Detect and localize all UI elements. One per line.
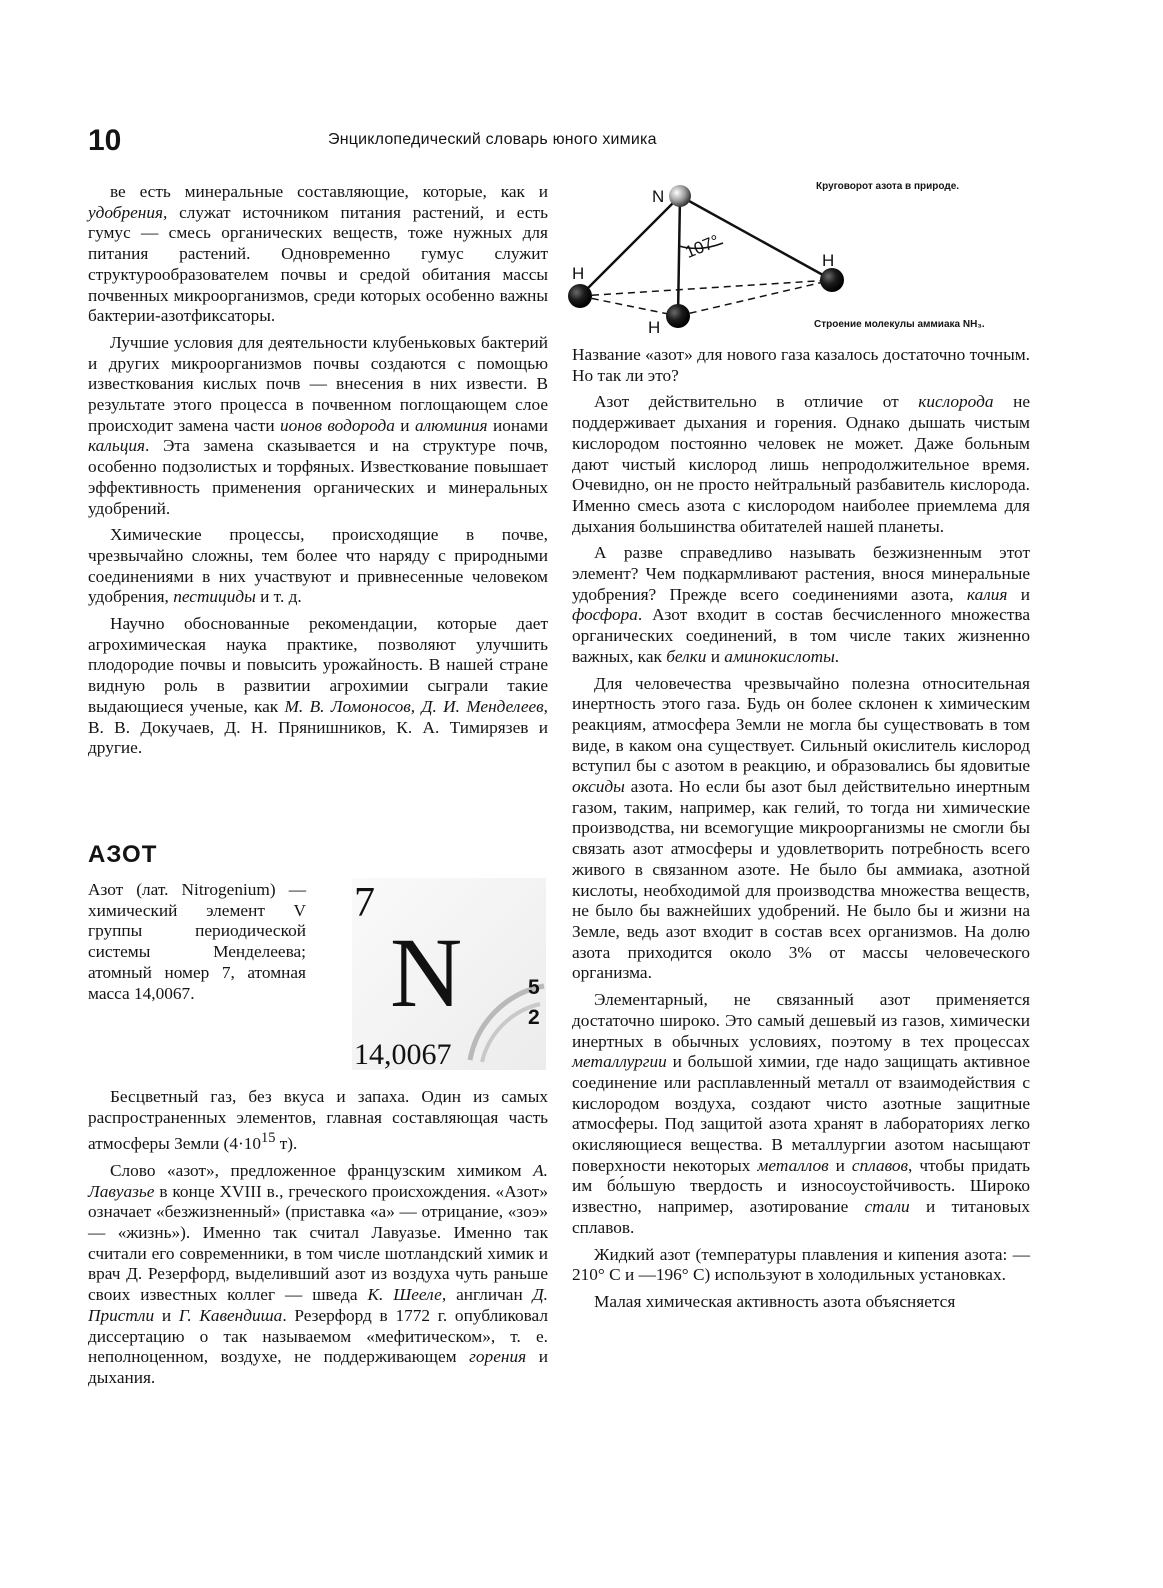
italic-term: калия <box>966 584 1008 604</box>
italic-term: пестициды <box>173 587 256 607</box>
text-run: и <box>1007 584 1030 604</box>
paragraph <box>572 543 1030 667</box>
element-tile-graphic <box>352 878 546 1070</box>
text-run: ионами <box>487 415 548 435</box>
italic-term: Г. Кавендиша <box>178 1305 283 1325</box>
italic-term: стали <box>864 1197 910 1217</box>
label-h-front: H <box>648 318 661 336</box>
figure-caption-cycle: Круговорот азота в природе. <box>816 181 960 192</box>
italic-term: М. В. Ломоносов, Д. И. Менделеев <box>284 696 544 716</box>
text-run: . Резерфорд в 1772 г. опубликовал диссертацию о так называемом «мефитическом», т. е. неполноценном, воздухе, не поддерживающем <box>88 1305 548 1367</box>
paragraph <box>88 1087 548 1155</box>
paragraph <box>572 392 1030 537</box>
italic-term: фосфора <box>572 605 638 625</box>
paragraph <box>88 614 548 759</box>
atomic-number: 7 <box>354 880 375 926</box>
text-run: Жидкий азот (температуры плавления и кипения азота: —210° С и —196° С) используют в холодильных установках. <box>572 1244 1030 1285</box>
left-top-text-column <box>88 182 548 765</box>
italic-term: А. Лавуазье <box>88 1160 548 1201</box>
text-run: ве есть минеральные составляющие, которые, как и <box>110 182 548 201</box>
paragraph <box>88 333 548 519</box>
nitrogen-atom <box>669 185 691 207</box>
paragraph <box>88 182 548 327</box>
italic-term: алюминия <box>414 415 488 435</box>
italic-term: белки <box>666 646 707 666</box>
text-run: не поддерживает дыхания и горения. Однако дышать чистым кислородом постоянно человек не может. Даже больным дают чистый кислород лишь непродолжительное время. Очевидно, он не просто нейтральный разбавитель кислорода. Именно смесь азота с кислородом наиболее приемлема для дыхания большинства обитателей нашей планеты. <box>572 392 1030 536</box>
text-run: Научно обоснованные рекомендации, которые дает агрохимическая наука практике, позволяют улучшить плодородие почвы и повысить урожайность. В нашей стране видную роль в развитии агрохимии сыграли такие выдающиеся ученые, как <box>88 614 548 716</box>
italic-term: кислорода <box>918 392 994 412</box>
paragraph <box>88 525 548 608</box>
bond-n-h-front <box>678 196 680 316</box>
text-run: Лучшие условия для деятельности клубеньковых бактерий и других микроорганизмов почвы создаются с помощью известкования кислых почв — внесения в них извести. В результате этого процесса в почвенном поглощающем слое происходит замена части <box>88 332 548 435</box>
text-run: , В. В. Докучаев, Д. Н. Прянишников, К. А. Тимирязев и другие. <box>88 696 548 758</box>
label-n: N <box>652 187 665 206</box>
hydrogen-atom-front <box>666 304 690 328</box>
article-definition <box>88 880 306 1004</box>
ammonia-molecule-figure <box>560 176 1030 336</box>
definition-text: Азот (лат. Nitrogenium) — химический элемент V группы периодической системы Менделеева; атомный номер 7, атомная масса 14,0067. <box>88 880 306 1003</box>
paragraph <box>572 345 1030 386</box>
hydrogen-atom-right <box>820 268 844 292</box>
italic-term: горения <box>469 1347 527 1367</box>
text-run: Для человечества чрезвычайно полезна относительная инертность этого газа. Будь он более склонен к химическим реакциям, атмосфера Земли не могла бы существовать в том виде, в каком она существует. Сильный окислитель кислород вступил бы с азотом в реакцию, и образовались бы ядовитые <box>572 673 1030 776</box>
superscript: 15 <box>261 1130 276 1147</box>
italic-term: удобрения <box>88 202 164 222</box>
atomic-mass: 14,0067 <box>354 1038 452 1070</box>
page-number: 10 <box>88 124 122 157</box>
text-run: азота. Но если бы азот был действительно инертным газом, таким, например, как гелий, то тогда ни химические производства, ни всемогущие микроорганизмы не смогли бы связать азот атмосферы и удовлетворить потребность всего живого в связанном азоте. Не было бы аммиака, азотной кислоты, необходимой для производства множества веществ, не было бы важнейших удобрений. Не было бы и жизни на Земле, ведь азот входит в состав всех организмов. На долю азота приходится около 3% от массы человеческого организма. <box>572 777 1030 983</box>
text-run: в конце XVIII в., греческого происхождения. «Азот» означает «безжизненный» (приставка «а» — отрицание, «зоэ» — «жизнь»). Именно так считал Лавуазье. Именно так считали его современники, в том числе шотландский химик и врач Д. Резерфорд, выделивший азот из воздуха чуть раньше своих известных коллег — шведа <box>88 1181 548 1305</box>
paragraph <box>572 674 1030 985</box>
text-run: . Азот входит в состав бесчисленного множества органических соединений, в том числе таких жизненно важных, как <box>572 605 1030 666</box>
italic-term: Д. Пристли <box>88 1285 548 1325</box>
text-run: и титановых сплавов. <box>572 1197 1030 1237</box>
text-run: Химические процессы, происходящие в почве, чрезвычайно сложны, тем более что наряду с природными соединениями в них участвуют и привнесенные человеком удобрения, <box>88 525 548 607</box>
text-run: и <box>828 1155 852 1175</box>
label-h-right: H <box>822 251 835 270</box>
text-run: Название «азот» для нового газа казалось достаточно точным. Но так ли это? <box>572 345 1030 385</box>
element-symbol: N <box>390 917 463 1028</box>
italic-term: сплавов <box>851 1155 909 1175</box>
italic-term: К. Шееле <box>367 1285 442 1305</box>
text-run: , служат источником питания растений, и есть гумус — смесь органических веществ, тоже нужных для питания растений. Одновременно гумус служит структурообразователем почвы и средой обитания массы почвенных микроорганизмов, среди которых особенно важны бактерии-азотфиксаторы. <box>88 202 548 326</box>
paragraph <box>572 990 1030 1238</box>
text-run: А разве справедливо называть безжизненным этот элемент? Чем подкармливают растения, внося минеральные удобрения? Прежде всего соединениями азота, <box>572 543 1030 604</box>
text-run: и <box>394 415 415 435</box>
italic-term: аминокислоты <box>724 646 835 666</box>
ammonia-diagram <box>560 176 1030 336</box>
hydrogen-atom-left <box>568 284 592 308</box>
text-run: , англичан <box>441 1285 533 1305</box>
article-title: АЗОТ <box>88 841 158 868</box>
right-text-column <box>572 345 1030 1319</box>
text-run: Бесцветный газ, без вкуса и запаха. Один из самых распространенных элементов, главная составляющая часть атмосферы Земли (4·10 <box>88 1087 548 1154</box>
italic-term: кальция <box>88 436 146 456</box>
text-run: и <box>154 1305 179 1325</box>
paragraph <box>88 1161 548 1389</box>
italic-term: оксиды <box>572 777 625 797</box>
edge-h-h-front <box>580 296 678 316</box>
element-tile <box>352 878 546 1070</box>
edge-h-h-back <box>580 280 832 296</box>
text-run: , чтобы придать им бо́льшую твердость и износоустойчивость. Широко известно, например, азотирование <box>572 1155 1031 1217</box>
paragraph <box>572 1292 1030 1313</box>
left-bottom-text-column <box>88 1087 548 1395</box>
text-run: Элементарный, не связанный азот применяется достаточно широко. Это самый дешевый из газов, химически инертных в обычных условиях, поэтому в тех процессах <box>572 990 1030 1051</box>
text-run: и дыхания. <box>88 1347 548 1387</box>
text-run: Малая химическая активность азота объясняется <box>594 1291 956 1311</box>
italic-term: ионов водорода <box>280 415 395 435</box>
label-h-left: H <box>572 264 585 283</box>
shell-outer-count: 5 <box>528 976 540 999</box>
text-run: . Эта замена сказывается и на структуре почв, особенно подзолистых и торфяных. Известкование повышает эффективность применения органических и минеральных удобрений. <box>88 436 548 518</box>
italic-term: металлургии <box>572 1052 667 1072</box>
shell-inner-count: 2 <box>528 1006 540 1029</box>
edge-h-h-right <box>678 280 832 316</box>
text-run: т). <box>275 1134 298 1154</box>
running-title: Энциклопедический словарь юного химика <box>328 131 657 148</box>
paragraph <box>572 1245 1030 1286</box>
text-run: Слово «азот», предложенное французским химиком <box>110 1160 534 1180</box>
text-run: . <box>834 646 840 666</box>
text-run: и большой химии, где надо защищать активное соединение или расплавленный металл от взаимодействия с кислородом воздуха, создают чисто азотные защитные атмосферы. Под защитой азота хранят в лабораториях легко окисляющиеся вещества. В металлургии азотом насыщают поверхности некоторых <box>572 1052 1030 1175</box>
text-run: Азот действительно в отличие от <box>594 392 919 412</box>
text-run: и т. д. <box>255 587 302 607</box>
italic-term: металлов <box>757 1155 829 1175</box>
bond-n-h-left <box>580 196 680 296</box>
text-run: и <box>706 646 725 666</box>
figure-caption-ammonia: Строение молекулы аммиака NH₃. <box>814 319 985 330</box>
bond-angle-label: 107° <box>682 231 723 262</box>
